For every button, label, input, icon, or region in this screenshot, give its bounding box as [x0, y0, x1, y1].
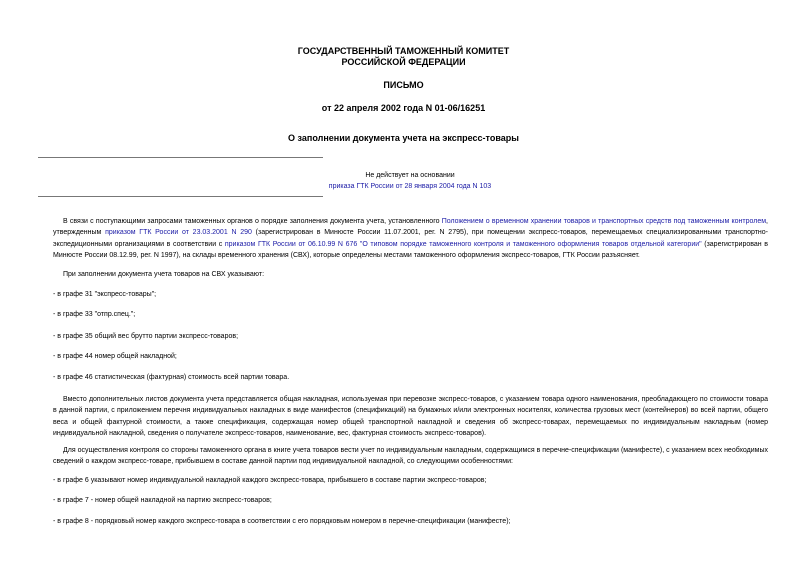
order-676-link[interactable]: приказом ГТК России от 06.10.99 N 676 "О типовом порядке таможенного контроля и таможенного оформления товаров отдельной категории" [224, 240, 702, 248]
divider-top [38, 157, 323, 158]
status-note-text: Не действует на основании [365, 172, 455, 179]
list-item: - в графе 46 статистическая (фактурная) стоимость всей партии товара. [53, 374, 290, 381]
paragraph-instruction: При заполнении документа учета товаров на СВХ указывают: [63, 271, 265, 278]
list-item: - в графе 33 "отпр.спец."; [53, 311, 136, 318]
org-line-2: РОССИЙСКОЙ ФЕДЕРАЦИИ [341, 57, 466, 67]
para1-text-3: (зарегистрирован в Минюсте России 11.07.2001, рег. N 2795), при помещении экспресс-товаров, перемещаемых специализированными транспортно-экспедиционными организациями в соответствии с [53, 229, 768, 248]
doc-title: О заполнении документа учета на экспресс-товары [288, 133, 519, 143]
list-item: - в графе 8 - порядковый номер каждого экспресс-товара в соответствии с его порядковым номером в перечне-спецификации (манифесте); [53, 518, 511, 525]
paragraph-additional-sheets: Вместо дополнительных листов документа учета представляется общая накладная, используемая при перевозке экспресс-товаров, с указанием товара одного наименования, преобладающего по стоимости товара в данной партии, с приложением перечня индивидуальных накладных в виде манифестов (спецификаций) на бумажных и/или электронных носителях, количества грузовых мест (контейнеров) во всей партии, общего веса и общей фактурной стоимости, а также спецификация, содержащая номер общей транспортной накладной и сведения об экспресс-товарах, перемещаемых по индивидуальным накладным (номер индивидуальной накладной, сведения о получателе экспресс-товаров, наименование, вес, фактурная стоимость экспресс-товаров). [53, 396, 768, 437]
para1-text-4: (зарегистрирован в Минюсте России 08.12.99, рег. N 1997), на склады временного хранения (СВХ), которые определены местами таможенного оформления экспресс-товаров, ГТК России разъясняет. [53, 240, 768, 259]
divider-bottom [38, 196, 323, 197]
status-note [320, 170, 500, 192]
regulation-link[interactable]: Положением о временном хранении товаров и транспортных средств под таможенным контролем [441, 218, 767, 225]
org-line-1: ГОСУДАРСТВЕННЫЙ ТАМОЖЕННЫЙ КОМИТЕТ [297, 46, 510, 56]
list-item: - в графе 35 общий вес брутто партии экспресс-товаров; [53, 333, 239, 340]
doc-date-number: от 22 апреля 2002 года N 01-06/16251 [321, 103, 486, 113]
list-item: - в графе 44 номер общей накладной; [53, 353, 177, 360]
paragraph-control: Для осуществления контроля со стороны таможенного органа в книге учета товаров вести учет по индивидуальным накладным, содержащимся в перечне-спецификации (манифесте), с указанием всех необходимых сведений о каждом экспресс-товаре, прибывшем в составе данной партии под индивидуальной накладной, со следующими особенностями: [53, 447, 768, 466]
status-note-link[interactable]: приказа ГТК России от 28 января 2004 года N 103 [328, 183, 492, 190]
list-item: - в графе 7 - номер общей накладной на партию экспресс-товаров; [53, 497, 272, 504]
list-item: - в графе 6 указывают номер индивидуальной накладной каждого экспресс-товара, прибывшего в составе партии экспресс-товаров; [53, 477, 487, 484]
para1-text-1: В связи с поступающими запросами таможенных органов о порядке заполнения документа учета, установленного [63, 218, 442, 225]
doc-type: ПИСЬМО [383, 80, 424, 90]
order-290-link[interactable]: приказом ГТК России от 23.03.2001 N 290 [105, 229, 252, 237]
list-item: - в графе 31 "экспресс-товары"; [53, 291, 157, 298]
paragraph-intro [53, 216, 768, 261]
para1-text-2: , утвержденным [53, 218, 768, 237]
